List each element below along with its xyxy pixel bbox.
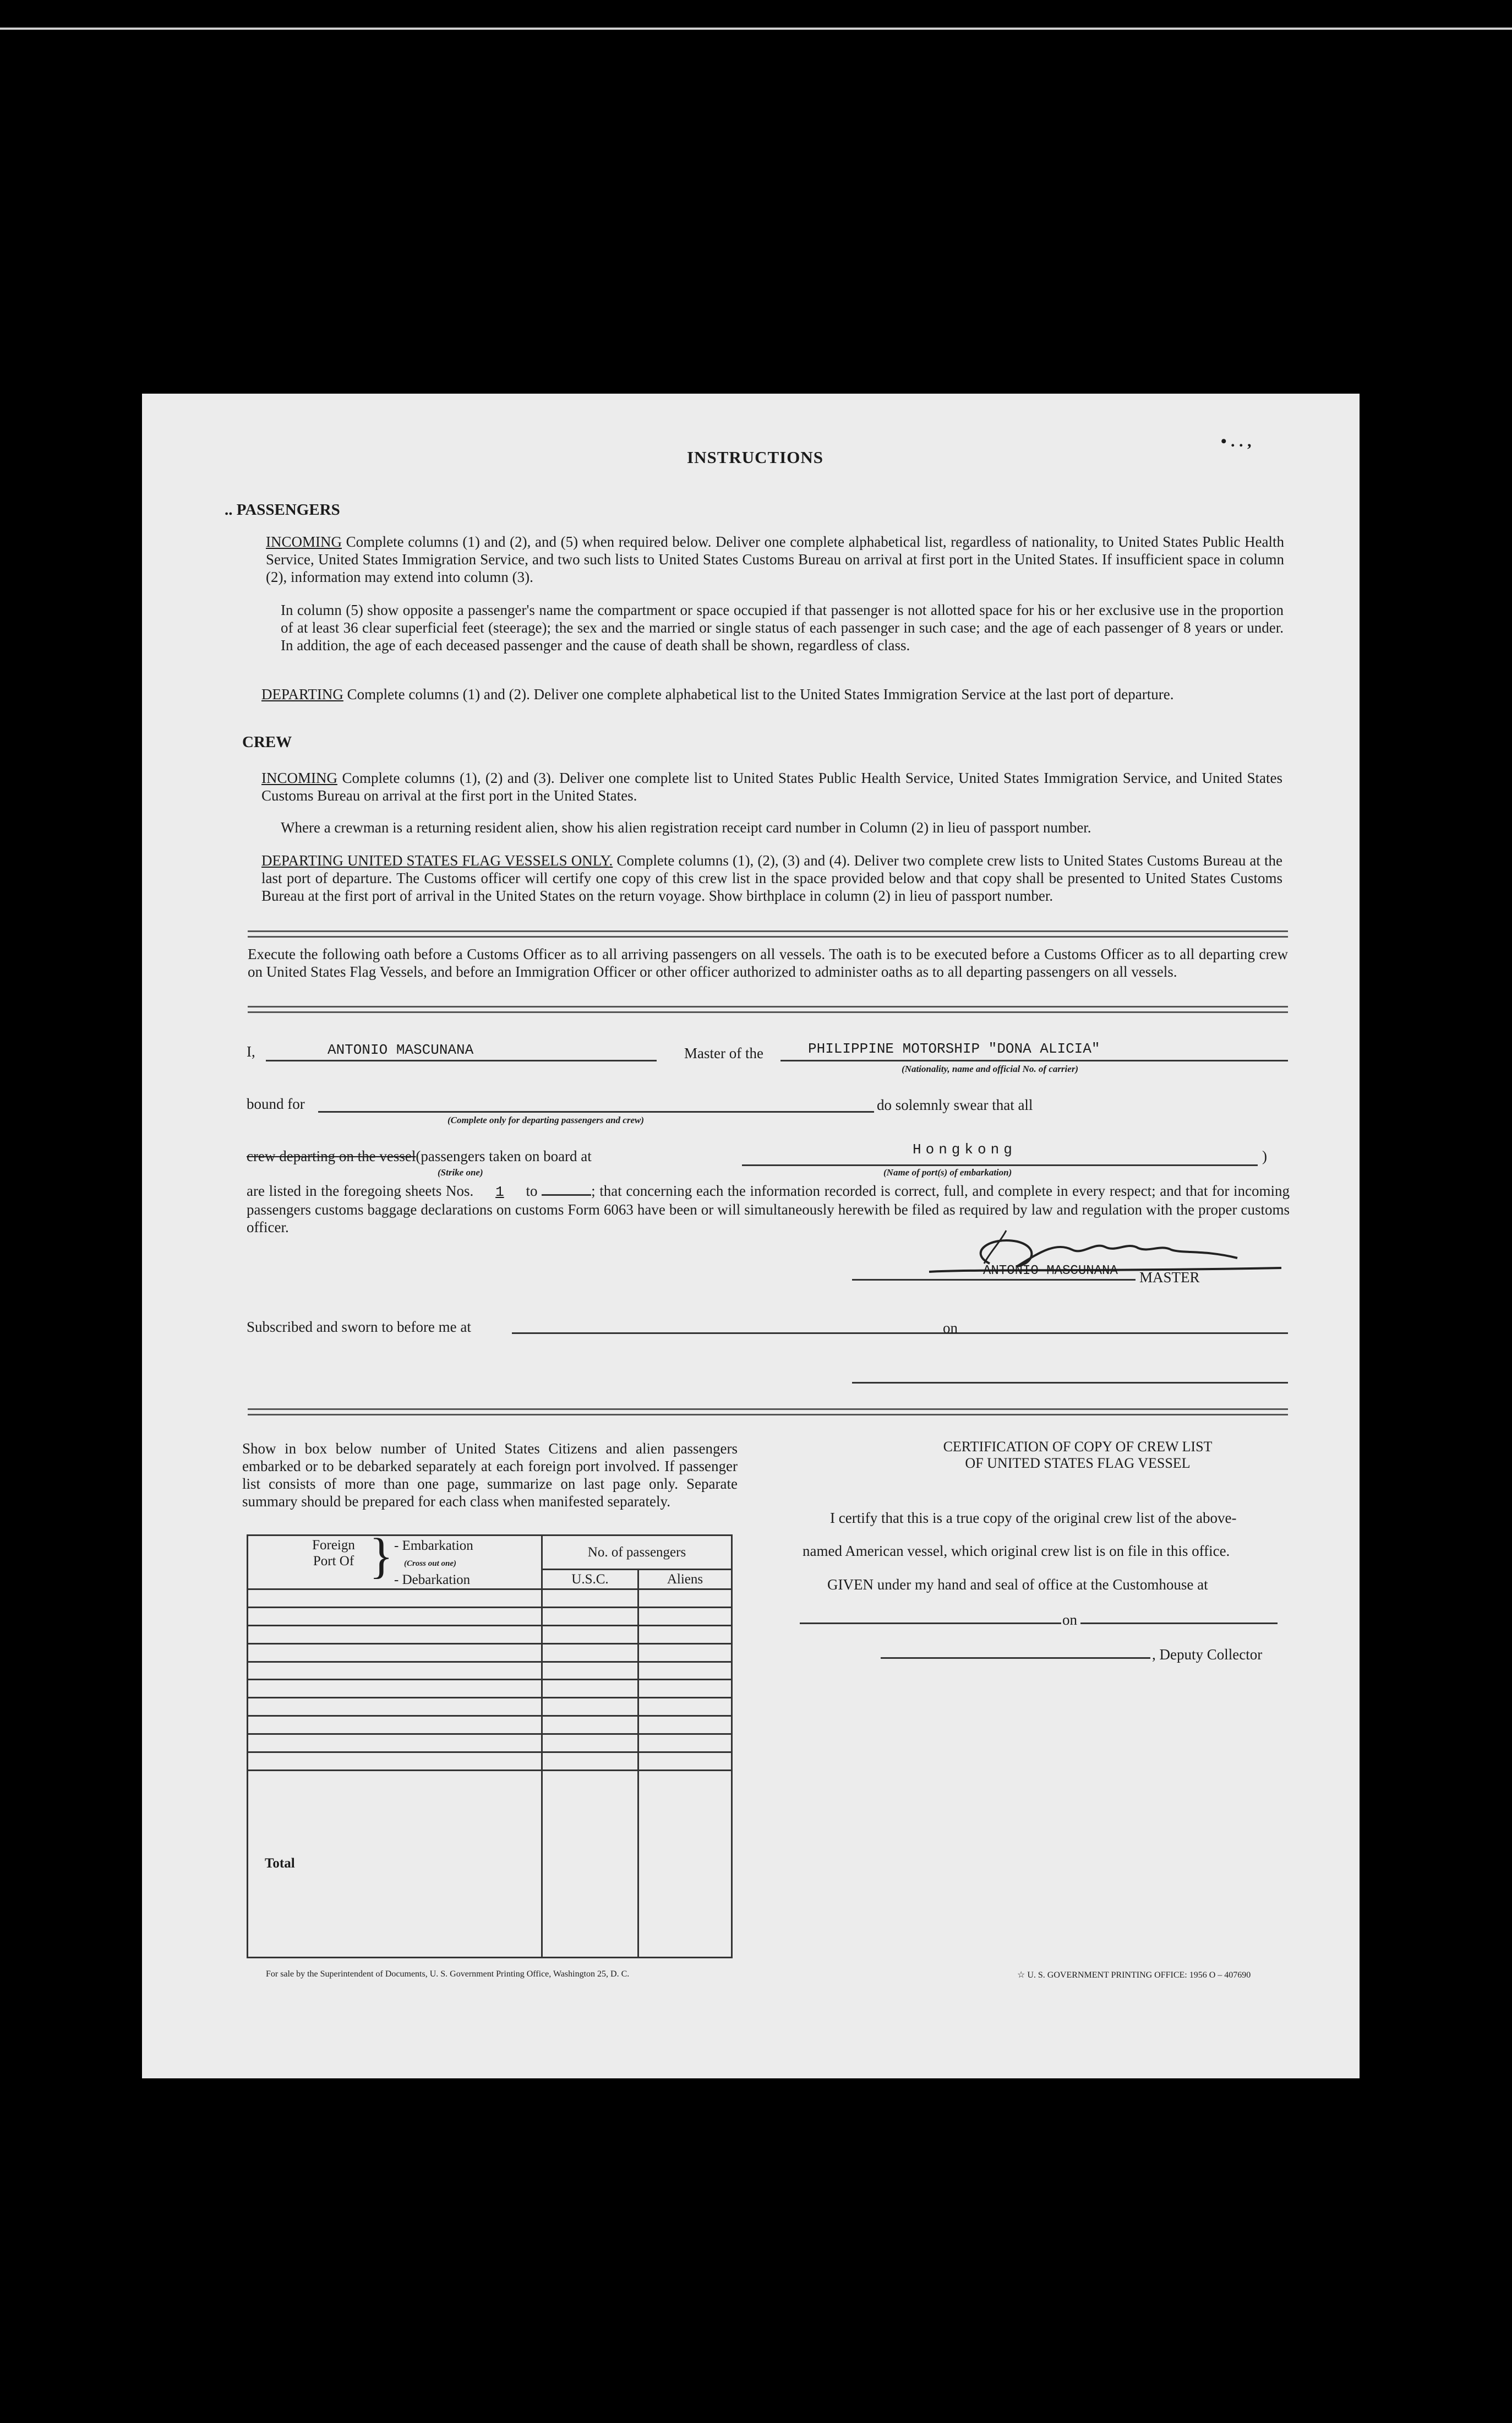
- subscribed-on-label: on: [943, 1320, 958, 1336]
- master-label: MASTER: [1139, 1269, 1200, 1286]
- crew-heading: CREW: [242, 733, 292, 751]
- crew-incoming-label: INCOMING: [261, 770, 337, 786]
- sheet-from: 1: [495, 1184, 504, 1200]
- oath-intro: Execute the following oath before a Customs Officer as to all arriving passengers on all vessels. The oath is to be executed before a Customs Officer as to all departing crew on United States Flag Vessels, and before an Immigration Officer or other officer authorized to administer oaths as to all departing passengers on all vessels.: [248, 946, 1288, 980]
- subscribed-label: Subscribed and sworn to before me at: [247, 1319, 471, 1335]
- summary-instructions: Show in box below number of United States Citizens and alien passengers embarked or to be debarked separately at each foreign port involved. If passenger list consists of more than one page, summarize on last page only. Separate summary should be prepared for each class when manifested separately.: [242, 1440, 738, 1510]
- certification-title-2: OF UNITED STATES FLAG VESSEL: [965, 1455, 1191, 1471]
- master-name-line: [266, 1060, 657, 1061]
- certification-line-1: I certify that this is a true copy of the original crew list of the above-: [830, 1510, 1237, 1526]
- page-title: INSTRUCTIONS: [687, 448, 824, 467]
- crew-incoming-block: [261, 769, 1282, 804]
- crew-incoming-text: Complete columns (1), (2) and (3). Deliver one complete list to United States Public Health Service, United States Immigration Service, and United States Customs Bureau on arrival at the first port in the United States.: [261, 770, 1283, 804]
- sheets-label: are listed in the foregoing sheets Nos.: [247, 1183, 474, 1199]
- bound-for-label: bound for: [247, 1096, 305, 1112]
- table-row: [248, 1716, 732, 1734]
- passengers-departing-label: DEPARTING: [261, 686, 343, 703]
- close-paren: ): [1262, 1148, 1267, 1164]
- divider-2: [248, 1006, 1288, 1013]
- embarkation-label: - Embarkation: [394, 1538, 473, 1553]
- sheet-to-field: [542, 1182, 591, 1196]
- crew-departing-text: Complete columns (1), (2), (3) and (4). Deliver two complete crew lists to United States Customs Bureau at the last port of departure. The Customs officer will certify one copy of this crew list in the space provided below and that copy shall be presented to United States Customs Bureau at the first port of arrival in the United States on the return voyage. Show birthplace in column (2) in lieu of passport number.: [261, 852, 1282, 904]
- carrier-name: PHILIPPINE MOTORSHIP "DONA ALICIA": [808, 1041, 1100, 1057]
- table-row: [248, 1680, 732, 1698]
- table-row: [248, 1625, 732, 1643]
- deputy-collector-label: , Deputy Collector: [1152, 1646, 1263, 1663]
- foreign-port-header: [248, 1529, 542, 1589]
- passengers-heading: .. PASSENGERS: [225, 501, 340, 519]
- crew-struck-text: crew departing on the vessel: [247, 1148, 416, 1164]
- passengers-departing-text: Complete columns (1) and (2). Deliver one complete alphabetical list to the United States Immigration Service at the last port of departure.: [347, 686, 1174, 703]
- table-row: [248, 1698, 732, 1716]
- port-line: [742, 1164, 1258, 1166]
- table-row: [248, 1752, 732, 1771]
- port-name: Hongkong: [913, 1141, 1017, 1158]
- corner-marks: • . . ,: [1221, 432, 1252, 450]
- to-label: to: [526, 1183, 538, 1199]
- divider-3: [248, 1408, 1288, 1415]
- total-label: Total: [248, 1770, 542, 1957]
- table-row: [248, 1643, 732, 1662]
- master-of-label: Master of the: [684, 1045, 763, 1061]
- carrier-line: [780, 1060, 1288, 1061]
- passengers-incoming-block: [266, 533, 1284, 586]
- passengers-departing-block: [261, 685, 1282, 703]
- certification-line-2: named American vessel, which original crew list is on file in this office.: [803, 1543, 1230, 1559]
- certification-line-3: GIVEN under my hand and seal of office at the Customhouse at: [827, 1576, 1208, 1593]
- deputy-signature-line: [881, 1657, 1150, 1659]
- crew-departing-label: DEPARTING UNITED STATES FLAG VESSELS ONLY.: [261, 852, 613, 869]
- statement-rest: ; that concerning each the information recorded is correct, full, and complete in every respect; and that for incoming passengers customs baggage declarations on customs Form 6063 have been or will simultaneously herewith be filed as required by law and regulation with the proper customs officer.: [247, 1183, 1290, 1235]
- scan-top-line: [0, 28, 1512, 30]
- strike-line: [247, 1148, 592, 1165]
- cross-out-note: (Cross out one): [404, 1559, 457, 1568]
- passengers-column5-text: In column (5) show opposite a passenger's name the compartment or space occupied if that passenger is not allotted space for his or her exclusive use in the proportion of at least 36 clear superficial feet (steerage); the sex and the married or single status of each passenger in such case; and the age of each passenger of 8 years or under. In addition, the age of each deceased passenger and the cause of death shall be shown, regardless of class.: [281, 602, 1284, 654]
- footer-left: For sale by the Superintendent of Documents, U. S. Government Printing Office, Washington 25, D. C.: [266, 1969, 630, 1979]
- debarkation-label: - Debarkation: [394, 1572, 471, 1587]
- table-row: [248, 1607, 732, 1625]
- officer-signature-line: [852, 1382, 1288, 1384]
- signer-name: ANTONIO MASCUNANA: [983, 1264, 1118, 1278]
- bound-for-line: [318, 1111, 874, 1113]
- foreign-port-label: Foreign Port Of: [312, 1538, 355, 1569]
- i-label: I,: [247, 1043, 255, 1060]
- certification-title-1: CERTIFICATION OF COPY OF CREW LIST: [943, 1439, 1213, 1455]
- divider-1: [248, 930, 1288, 938]
- port-caption: (Name of port(s) of embarkation): [883, 1167, 1012, 1178]
- strike-caption: (Strike one): [438, 1167, 483, 1178]
- footer-right: ☆ U. S. GOVERNMENT PRINTING OFFICE: 1956 O – 407690: [1017, 1970, 1251, 1980]
- certification-on-label: on: [1062, 1611, 1077, 1628]
- form-page: [142, 394, 1360, 2078]
- bound-for-caption: (Complete only for departing passengers and crew): [447, 1115, 644, 1125]
- passengers-incoming-text: Complete columns (1) and (2), and (5) when required below. Deliver one complete alphabetical list, regardless of nationality, to United States Public Health Service, United States Immigration Service, and two such lists to United States Customs Bureau on arrival at first port in the United States. If insufficient space in column (2), information may extend into column (3).: [266, 533, 1285, 585]
- swear-label: do solemnly swear that all: [877, 1097, 1033, 1113]
- subscribed-date-line: [965, 1332, 1288, 1334]
- passengers-count-header: No. of passengers: [542, 1536, 732, 1570]
- summary-table: [247, 1529, 733, 1958]
- total-row: [248, 1770, 732, 1957]
- passengers-taken-label: (passengers taken on board at: [416, 1148, 592, 1164]
- signature-line: [852, 1279, 1136, 1281]
- certification-place-line: [800, 1622, 1061, 1624]
- master-name: ANTONIO MASCUNANA: [327, 1042, 474, 1058]
- crew-resident-text: Where a crewman is a returning resident alien, show his alien registration receipt card number in Column (2) in lieu of passport number.: [281, 819, 1091, 836]
- carrier-caption: (Nationality, name and official No. of carrier): [902, 1064, 1079, 1074]
- usc-header: U.S.C.: [542, 1570, 638, 1589]
- table-row: [248, 1662, 732, 1680]
- aliens-header: Aliens: [638, 1570, 732, 1589]
- passengers-incoming-label: INCOMING: [266, 533, 342, 550]
- table-row: [248, 1734, 732, 1752]
- crew-departing-block: [261, 852, 1282, 905]
- table-row: [248, 1589, 732, 1608]
- brace-symbol: }: [369, 1529, 394, 1583]
- certification-date-line: [1080, 1622, 1278, 1624]
